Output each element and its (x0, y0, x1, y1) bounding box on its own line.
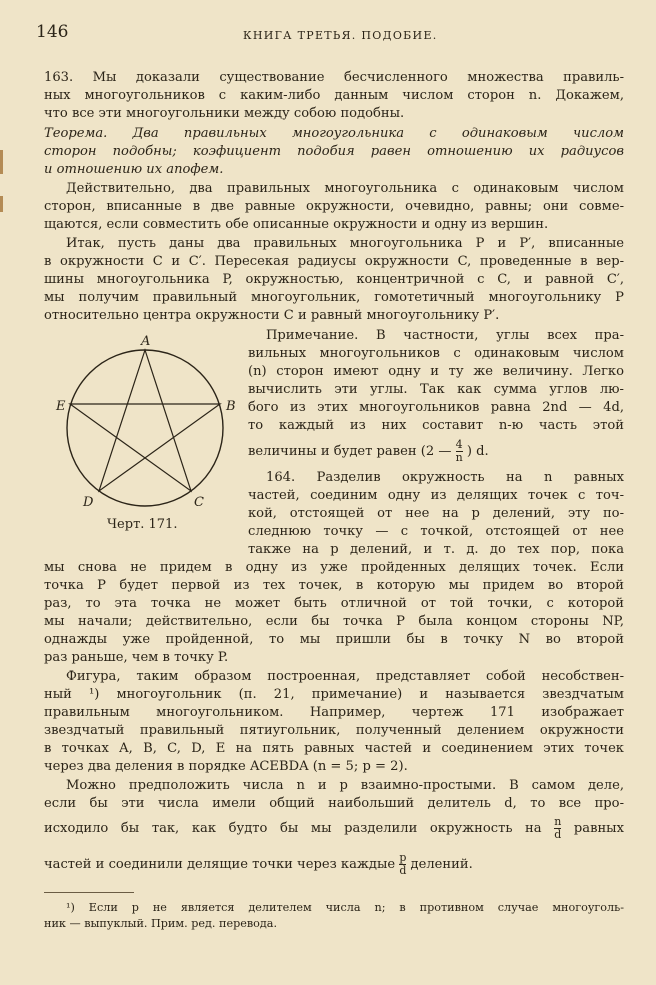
note-line: вильных многоугольников с одинаковым числом (248, 346, 624, 361)
fraction-line (44, 814, 624, 844)
fraction-line-text: частей и соединили делящие точки через каждые (44, 857, 396, 872)
paragraph-line: в окружности C и C′. Пересекая радиусы окружности C, проведенные в вер- (44, 254, 624, 269)
paragraph-line: также на p делений, и т. д. до тех пор, пока (248, 542, 624, 557)
formula-prefix: величины и будет равен (248, 444, 417, 459)
vertex-label-d: D (83, 495, 94, 510)
paragraph-line: раз, то эта точка не может быть отличной от той точки, с которой (44, 596, 624, 611)
paragraph-line: Действительно, два правильных многоугольника с одинаковым числом (66, 181, 624, 196)
paragraph-line: правильным многоугольником. Например, чертеж 171 изображает (44, 705, 624, 720)
paragraph-line: однажды уже пройденной, то мы пришли бы в точку N во второй (44, 632, 624, 647)
figure-caption: Черт. 171. (107, 517, 178, 532)
fraction-line (44, 850, 624, 880)
margin-mark (0, 196, 3, 212)
paragraph-line: через два деления в порядке ACEBDA (n = 5; p = 2). (44, 759, 408, 774)
paragraph-line: в точках A, B, C, D, E на пять равных частей и соединением этих точек (44, 741, 624, 756)
fraction-line-after: равных (573, 821, 624, 836)
fraction-numerator: p (399, 851, 407, 864)
page-number: 146 (36, 22, 69, 42)
formula-right: ) d. (466, 444, 489, 459)
note-line: вычислить эти углы. Так как сумма углов лю- (248, 382, 624, 397)
paragraph-line: кой, отстоящей от нее на p делений, эту по- (248, 506, 624, 521)
theorem-line: и отношению их апофем. (44, 162, 224, 177)
pentagram-figure (40, 328, 250, 528)
footnote-line: ник — выпуклый. Прим. ред. перевода. (44, 917, 277, 930)
fraction-denominator: n (455, 451, 463, 464)
fraction-line-text: исходило бы так, как будто бы мы разделили окружность на (44, 821, 542, 836)
fraction-denominator: d (399, 864, 407, 877)
vertex-label-b: B (226, 399, 236, 414)
paragraph-line: Фигура, таким образом построенная, представляет собой несобствен- (66, 669, 624, 684)
paragraph-line: точка P будет первой из тех точек, в которую мы придем во второй (44, 578, 624, 593)
note-line: то каждый из них составит n-ю часть этой (248, 418, 624, 433)
paragraph-line: если бы эти числа имели общий наибольший делитель d, то все про- (44, 796, 624, 811)
footnote-rule (44, 892, 134, 893)
footnote-line: ¹) Если p не является делителем числа n; в противном случае многоуголь- (66, 901, 624, 914)
fraction-n-over-d (554, 816, 561, 841)
paragraph-line: относительно центра окружности C и равный многоугольнику P′. (44, 308, 500, 323)
formula-left: (2 — (420, 444, 452, 459)
fraction-denominator: d (554, 828, 562, 841)
paragraph-line: шины многоугольника P, окружностью, концентричной с C, и равной C′, (44, 272, 624, 287)
paragraph-line: мы начали; действительно, если бы точка P была концом стороны NP, (44, 614, 624, 629)
paragraph-line: звездчатый правильный пятиугольник, полученный делением окружности (44, 723, 624, 738)
vertex-label-a: A (141, 334, 151, 349)
paragraph-line: мы снова не придем в одну из уже пройденных делящих точек. Если (44, 560, 624, 575)
fraction-line-after: делений. (410, 857, 473, 872)
theorem-line: Теорема. Два правильных многоугольника с одинаковым числом (44, 126, 624, 141)
note-line: (n) сторон имеют одну и ту же величину. Легко (248, 364, 624, 379)
note-formula-line (248, 437, 624, 467)
paragraph-line: сторон, вписанные в две равные окружности, очевидно, равны; они совме- (44, 199, 624, 214)
page-header (0, 22, 656, 46)
paragraph-line: раз раньше, чем в точку P. (44, 650, 229, 665)
paragraph-line: 163. Мы доказали существование бесчисленного множества правиль- (44, 70, 624, 85)
fraction-numerator: 4 (455, 438, 463, 451)
theorem-line: сторон подобны; коэфициент подобия равен отношению их радиусов (44, 144, 624, 159)
paragraph-line: частей, соединим одну из делящих точек с точ- (248, 488, 624, 503)
pentagram-drawing (40, 328, 250, 528)
paragraph-line: что все эти многоугольники между собою подобны. (44, 106, 405, 121)
paragraph-line: следнюю точку — с точкой, отстоящей от нее (248, 524, 624, 539)
paragraph-line: Итак, пусть даны два правильных многоугольника P и P′, вписанные (66, 236, 624, 251)
paragraph-line: щаются, если совместить обе описанные окружности и одну из вершин. (44, 217, 549, 232)
fraction-p-over-d (399, 852, 406, 877)
margin-mark (0, 150, 3, 174)
circumcircle (67, 350, 223, 506)
paragraph-line: ный ¹) многоугольник (п. 21, примечание) и называется звездчатым (44, 687, 624, 702)
fraction-numerator: n (554, 815, 562, 828)
vertex-label-c: C (194, 495, 204, 510)
note-line: Примечание. В частности, углы всех пра- (266, 328, 624, 343)
paragraph-line: мы получим правильный многоугольник, гомотетичный многоугольнику P (44, 290, 624, 305)
note-line: бого из этих многоугольников равна 2nd — 4d, (248, 400, 624, 415)
paragraph-line: 164. Разделив окружность на n равных (266, 470, 624, 485)
paragraph-line: Можно предположить числа n и p взаимно-простыми. В самом деле, (66, 778, 624, 793)
formula-fraction (456, 439, 463, 464)
running-title: КНИГА ТРЕТЬЯ. ПОДОБИЕ. (243, 29, 438, 42)
paragraph-line: ных многоугольников с каким-либо данным числом сторон n. Докажем, (44, 88, 624, 103)
vertex-label-e: E (56, 399, 66, 414)
